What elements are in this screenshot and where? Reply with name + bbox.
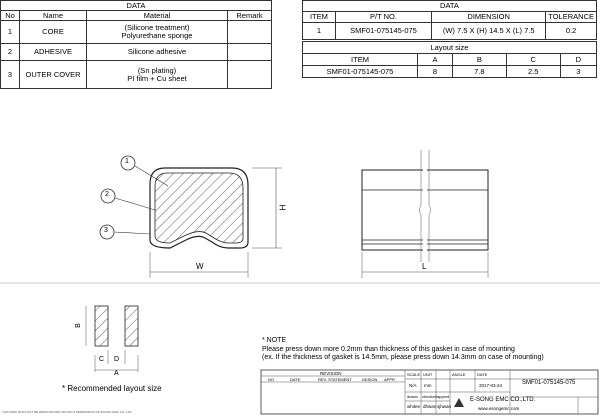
callout-3-label: 3 (104, 227, 108, 234)
layout-table-caption: Layout size (303, 42, 597, 54)
table-row: 1 CORE (Silicone treatment) Polyurethane sponge (1, 21, 272, 44)
material-table-caption: DATA (1, 1, 272, 11)
callout-2-label: 2 (105, 191, 109, 198)
layout-size-table: Layout size ITEM A B C D SMF01-075145-075 8 7.8 2.5 3 (302, 41, 597, 78)
company-website: www.esongemc.com (478, 406, 520, 411)
footer-copyright: THIS DWG MUST NOT BE REPRODUCED WITHOUT PERMISSION OF ESONG EMC CO.,LTD. (2, 410, 133, 414)
table-row: 1 SMF01-075145-075 (W) 7.5 X (H) 14.5 X (L) 7.5 0.2 (303, 23, 597, 40)
revision-label: REVISION (320, 371, 342, 376)
dim-w-label: W (196, 262, 204, 271)
header-remark: Remark (228, 11, 272, 21)
side-view (362, 150, 488, 262)
header-material: Material (87, 11, 228, 21)
header-name: Name (20, 11, 87, 21)
header-no: No (1, 11, 20, 21)
layout-pads (86, 306, 138, 372)
callout-1-label: 1 (125, 158, 129, 165)
table-row: 2 ADHESIVE Silicone adhesive (1, 44, 272, 61)
layout-a-label: A (114, 370, 119, 377)
layout-c-label: C (99, 356, 105, 363)
dim-h-label: H (278, 204, 288, 211)
layout-caption: * Recommended layout size (62, 384, 162, 393)
title-block-part-no: SMF01-075145-075 (522, 380, 576, 386)
cross-section-view (150, 168, 248, 248)
dimension-table-caption: DATA (303, 1, 597, 12)
dim-l-label: L (422, 262, 427, 271)
callout-2 (101, 189, 155, 210)
company-name: E-SONG EMC CO.,LTD. (470, 397, 536, 403)
table-row: 3 OUTER COVER (Sn plating) PI film + Cu sheet (1, 61, 272, 89)
company-logo-icon (454, 398, 464, 407)
table-row: SMF01-075145-075 8 7.8 2.5 3 (303, 66, 597, 78)
mounting-note: * NOTE Please press down more 0.2mm than thickness of this gasket in case of mounting (ex. If the thickness of gasket is 14.5mm, please press down 14.3mm on case of mounting) (262, 337, 544, 361)
layout-b-label: B (74, 323, 82, 328)
dimension-table: DATA ITEM P/T NO. DIMENSION TOLERANCE 1 SMF01-075145-075 (W) 7.5 X (H) 14.5 X (L) 7.5 0.2 (302, 0, 597, 40)
layout-d-label: D (114, 356, 120, 363)
